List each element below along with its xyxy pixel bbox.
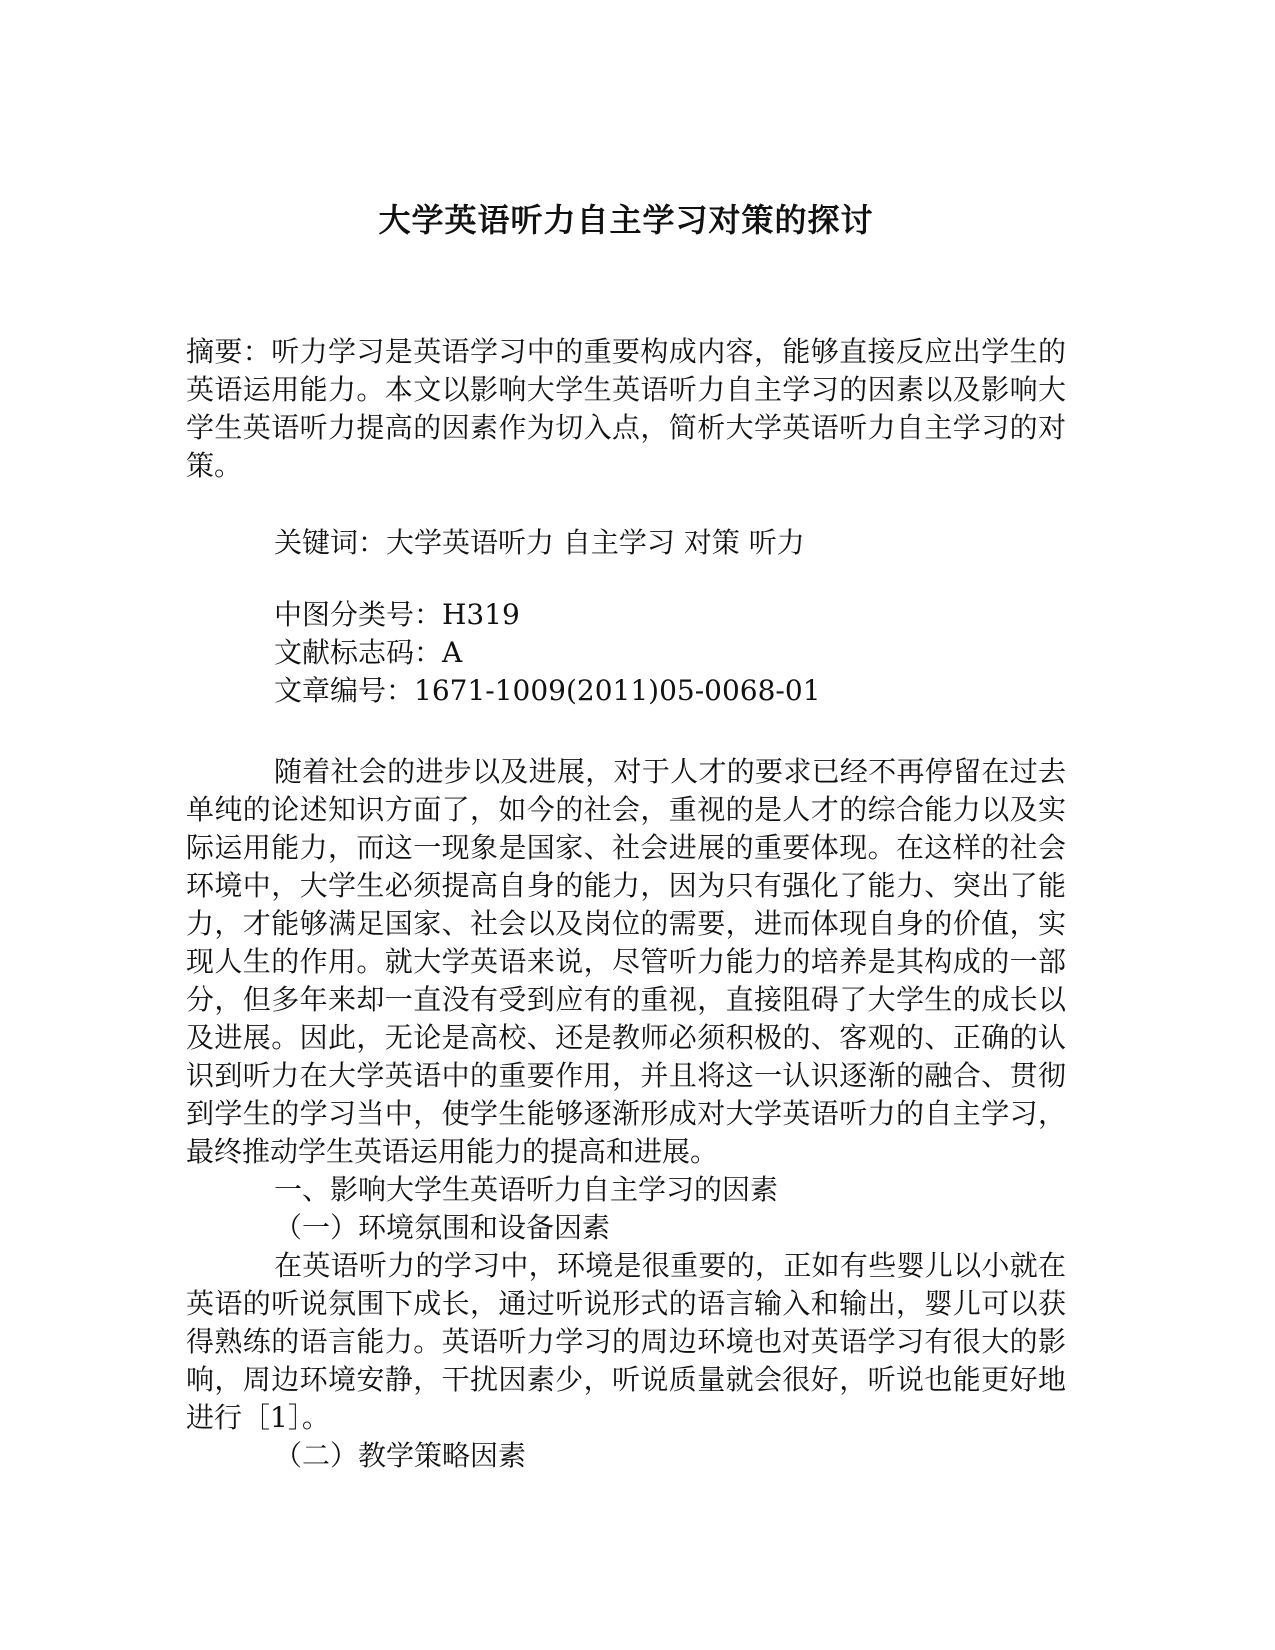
classification-number: 中图分类号：H319 <box>274 598 520 631</box>
body-text <box>186 753 1066 1475</box>
document-title: 大学英语听力自主学习对策的探讨 <box>378 201 874 239</box>
subsection-heading-teaching: （二）教学策略因素 <box>274 1439 527 1472</box>
intro-paragraph: 随着社会的进步以及进展，对于人才的要求已经不再停留在过去单纯的论述知识方面了，如今的社会，重视的是人才的综合能力以及实际运用能力，而这一现象是国家、社会进展的重要体现。在这样的社会环境中，大学生必须提高自身的能力，因为只有强化了能力、突出了能力，才能够满足国家、社会以及岗位的需要，进而体现自身的价值，实现人生的作用。就大学英语来说，尽管听力能力的培养是其构成的一部分，但多年来却一直没有受到应有的重视，直接阻碍了大学生的成长以及进展。因此，无论是高校、还是教师必须积极的、客观的、正确的认识到听力在大学英语中的重要作用，并且将这一认识逐渐的融合、贯彻到学生的学习当中，使学生能够逐渐形成对大学英语听力的自主学习，最终推动学生英语运用能力的提高和进展。 <box>186 755 1066 1168</box>
section-heading: 一、影响大学生英语听力自主学习的因素 <box>274 1173 779 1206</box>
keywords-line <box>186 524 1066 562</box>
subsection-heading-environment: （一）环境氛围和设备因素 <box>274 1211 611 1244</box>
keywords-text: 关键词：大学英语听力 自主学习 对策 听力 <box>274 526 805 559</box>
article-metadata <box>186 596 1066 710</box>
article-number: 文章编号：1671-1009(2011)05-0068-01 <box>274 674 821 707</box>
document-code: 文献标志码：A <box>274 636 463 669</box>
abstract-paragraph: 摘要：听力学习是英语学习中的重要构成内容，能够直接反应出学生的英语运用能力。本文以影响大学生英语听力自主学习的因素以及影响大学生英语听力提高的因素作为切入点，简析大学英语听力自主学习的对策。 <box>186 335 1066 482</box>
environment-paragraph: 在英语听力的学习中，环境是很重要的，正如有些婴儿以小就在英语的听说氛围下成长，通过听说形式的语言输入和输出，婴儿可以获得熟练的语言能力。英语听力学习的周边环境也对英语学习有很大的影响，周边环境安静，干扰因素少，听说质量就会很好，听说也能更好地进行［1］。 <box>186 1249 1066 1434</box>
